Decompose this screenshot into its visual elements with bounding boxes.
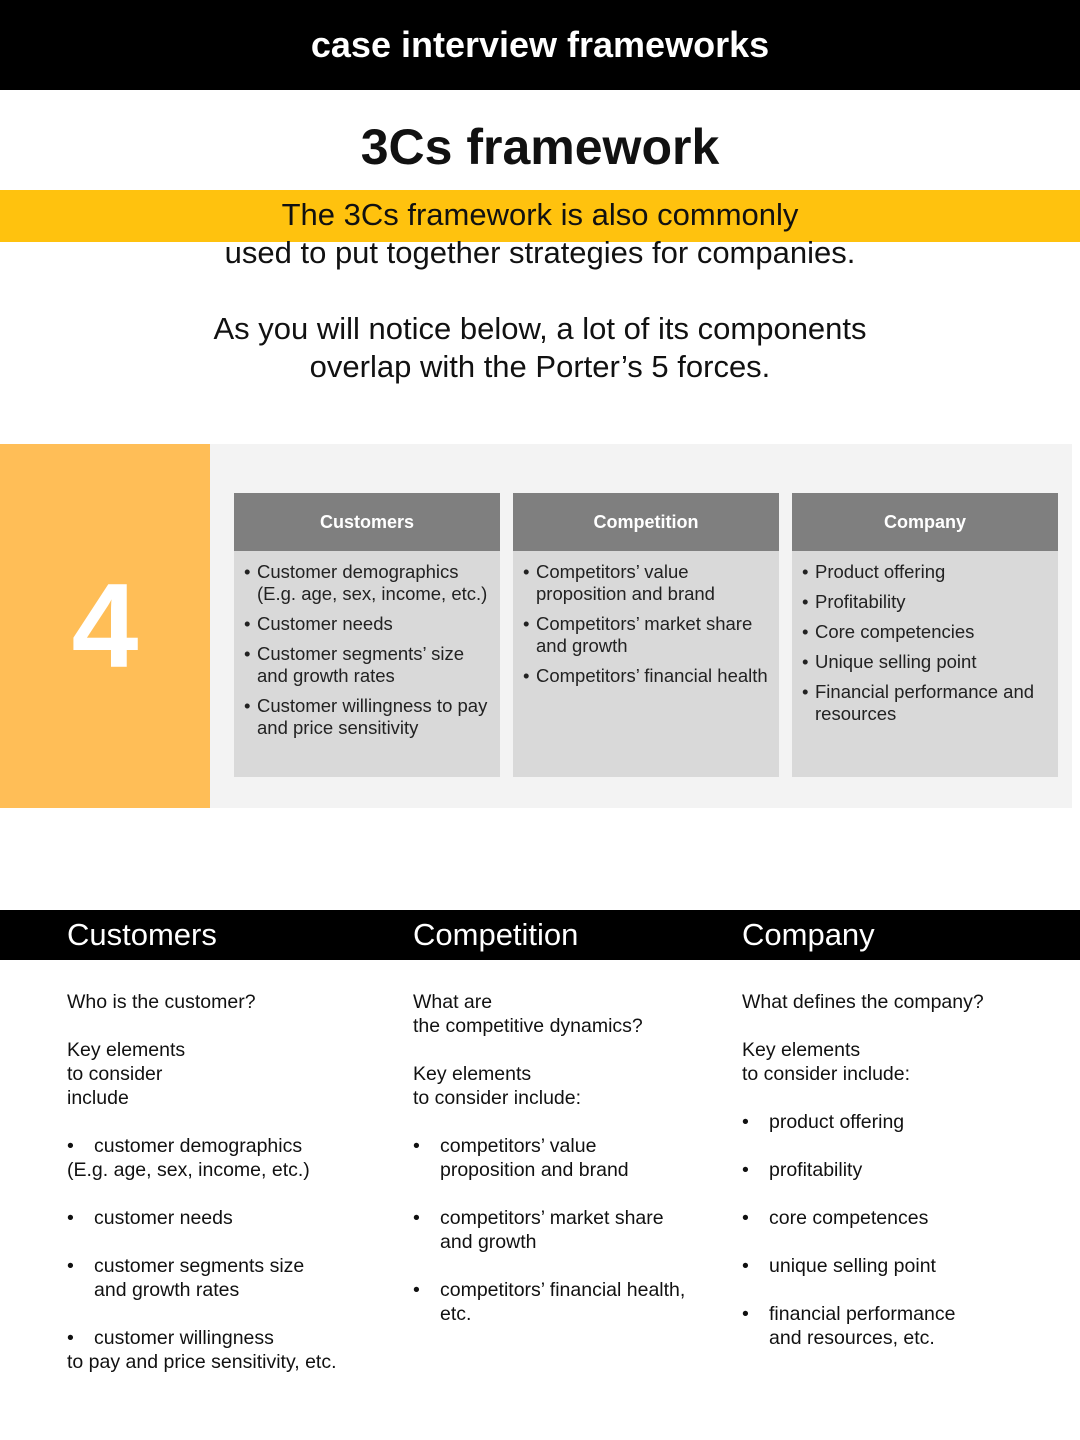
competition-intro-line: to consider include: xyxy=(413,1087,582,1109)
competition-question-line: the competitive dynamics? xyxy=(413,1015,643,1037)
list-item-continuation: proposition and brand xyxy=(440,1159,629,1181)
list-item-text: financial performance xyxy=(769,1303,956,1325)
list-item xyxy=(742,1302,1062,1350)
list-item xyxy=(67,1326,387,1374)
competition-question-line: What are xyxy=(413,991,493,1013)
list-item xyxy=(67,1206,387,1230)
list-item-text: competitors’ market share xyxy=(440,1207,664,1229)
slide-item: • Customer willingness to pay and price sensitivity xyxy=(244,695,490,739)
list-item-text: product offering xyxy=(769,1111,905,1133)
slide-column-customers xyxy=(234,493,500,777)
list-item-continuation: etc. xyxy=(440,1303,472,1325)
section-header-customers: Customers xyxy=(67,917,217,952)
slide-item: • Financial performance and resources xyxy=(802,681,1048,725)
list-item-continuation: and resources, etc. xyxy=(769,1327,935,1349)
framework-slide xyxy=(0,444,1072,808)
customers-column xyxy=(67,990,387,1398)
slide-item: • Unique selling point xyxy=(802,651,1048,673)
header-title: case interview frameworks xyxy=(310,24,770,65)
list-item-text: customer needs xyxy=(94,1207,233,1229)
list-item-text: competitors’ financial health, xyxy=(440,1279,686,1301)
competition-column xyxy=(413,990,723,1350)
slide-column-header: Competition xyxy=(513,493,779,551)
slide-item: • Core competencies xyxy=(802,621,1048,643)
list-item xyxy=(413,1134,723,1182)
slide-column-company xyxy=(792,493,1058,777)
list-item xyxy=(742,1110,1062,1134)
intro-text xyxy=(0,196,1080,386)
list-item-continuation: to pay and price sensitivity, etc. xyxy=(67,1351,337,1373)
slide-column-header: Company xyxy=(792,493,1058,551)
slide-column-header: Customers xyxy=(234,493,500,551)
list-item-text: customer segments size xyxy=(94,1255,305,1277)
slide-item: • Competitors’ market share and growth xyxy=(523,613,769,657)
list-item xyxy=(742,1206,1062,1230)
section-header-company: Company xyxy=(742,917,875,952)
list-item-continuation: (E.g. age, sex, income, etc.) xyxy=(67,1159,310,1181)
slide-item: • Profitability xyxy=(802,591,1048,613)
list-item-text: customer willingness xyxy=(94,1327,274,1349)
header-bar xyxy=(0,0,1080,90)
slide-item: • Competitors’ value proposition and brand xyxy=(523,561,769,605)
slide-item: • Competitors’ financial health xyxy=(523,665,769,687)
page-title: 3Cs framework xyxy=(360,119,720,175)
slide-item: • Customer needs xyxy=(244,613,490,635)
list-item xyxy=(67,1254,387,1302)
customers-intro-line: to consider xyxy=(67,1063,163,1085)
slide-item: • Customer demographics (E.g. age, sex, income, etc.) xyxy=(244,561,490,605)
list-item-text: core competences xyxy=(769,1207,929,1229)
company-intro-line: to consider include: xyxy=(742,1063,911,1085)
intro-line-3: As you will notice below, a lot of its components xyxy=(213,311,867,346)
list-item xyxy=(742,1254,1062,1278)
list-item-text: competitors’ value xyxy=(440,1135,597,1157)
company-intro-line: Key elements xyxy=(742,1039,861,1061)
customers-intro-line: include xyxy=(67,1087,129,1109)
company-question: What defines the company? xyxy=(742,991,984,1013)
customers-question: Who is the customer? xyxy=(67,991,256,1013)
company-column xyxy=(742,990,1062,1374)
list-item xyxy=(413,1278,723,1326)
section-header-competition: Competition xyxy=(413,917,579,952)
customers-intro-line: Key elements xyxy=(67,1039,186,1061)
intro-line-2: used to put together strategies for companies. xyxy=(224,235,856,270)
competition-intro-line: Key elements xyxy=(413,1063,532,1085)
list-item xyxy=(742,1158,1062,1182)
list-item-continuation: and growth xyxy=(440,1231,537,1253)
section-header-bar xyxy=(0,910,1080,960)
slide-item: • Product offering xyxy=(802,561,1048,583)
list-item-text: unique selling point xyxy=(769,1255,936,1277)
slide-number: 4 xyxy=(0,444,210,808)
intro-line-1: The 3Cs framework is also commonly xyxy=(281,197,799,232)
list-item xyxy=(413,1206,723,1254)
intro-line-4: overlap with the Porter’s 5 forces. xyxy=(309,349,771,384)
slide-column-competition xyxy=(513,493,779,777)
list-item xyxy=(67,1134,387,1182)
list-item-continuation: and growth rates xyxy=(94,1279,240,1301)
list-item-text: profitability xyxy=(769,1159,863,1181)
slide-item: • Customer segments’ size and growth rates xyxy=(244,643,490,687)
list-item-text: customer demographics xyxy=(94,1135,303,1157)
